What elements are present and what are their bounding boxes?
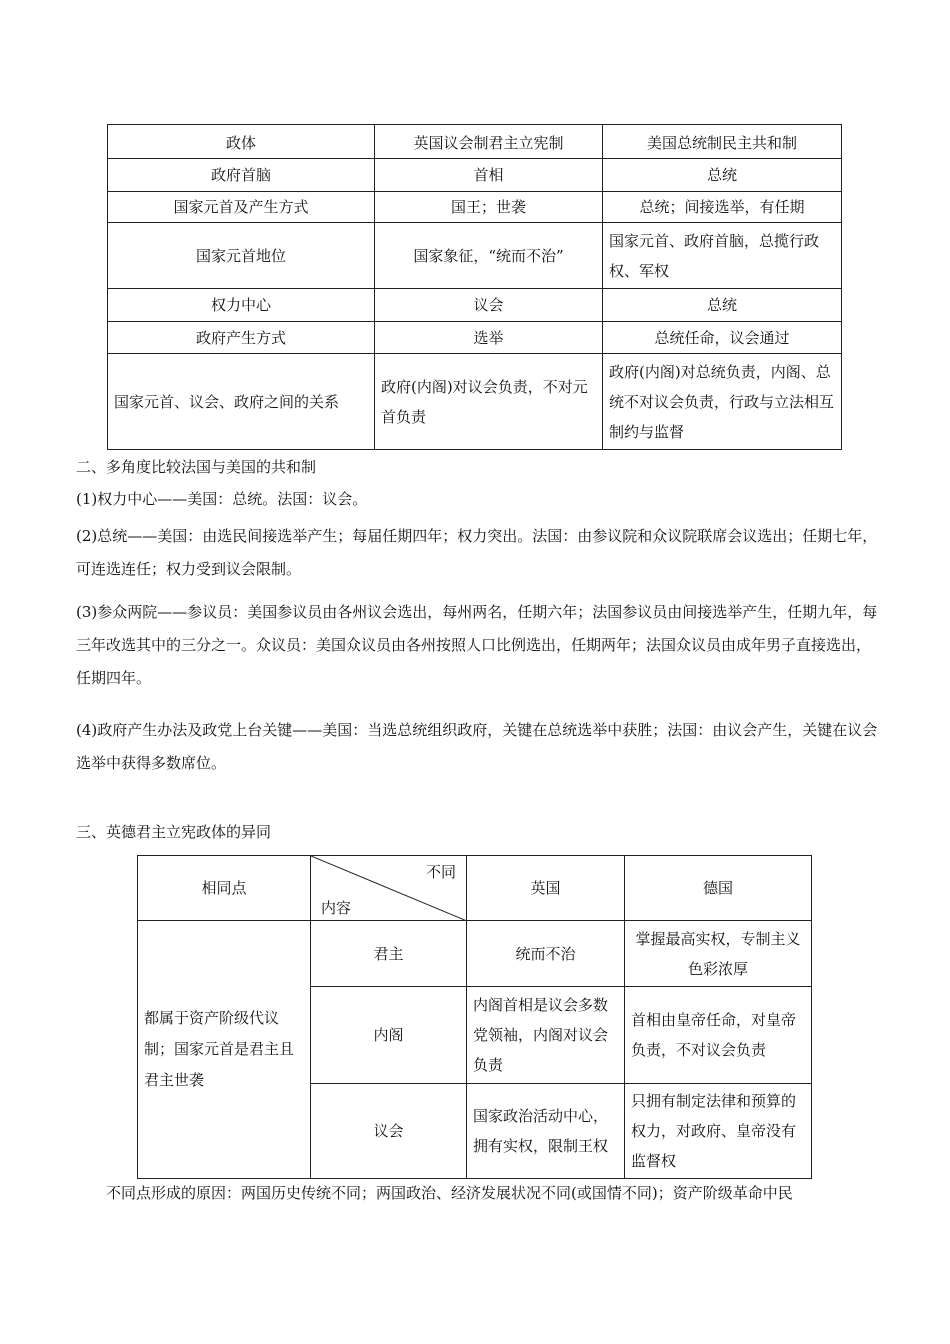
table-cell: 选举 bbox=[375, 322, 603, 354]
table-cell: 政府首脑 bbox=[108, 159, 375, 192]
table-cell: 总统；间接选举，有任期 bbox=[603, 192, 842, 223]
table-cell: 国王；世袭 bbox=[375, 192, 603, 223]
comparison-table-uk-us bbox=[107, 124, 842, 450]
table-cell: 权力中心 bbox=[108, 289, 375, 322]
table-cell: 政府(内阁)对总统负责，内阁、总统不对议会负责，行政与立法相互制约与监督 bbox=[603, 354, 842, 450]
table-header-cell: 美国总统制民主共和制 bbox=[603, 125, 842, 159]
table-cell: 只拥有制定法律和预算的权力，对政府、皇帝没有监督权 bbox=[625, 1084, 812, 1179]
section-heading: 二、多角度比较法国与美国的共和制 bbox=[76, 458, 317, 476]
table-cell: 内阁首相是议会多数党领袖，内阁对议会负责 bbox=[467, 987, 625, 1084]
table-header-cell: 德国 bbox=[625, 856, 812, 921]
table-cell: 总统 bbox=[603, 289, 842, 322]
diagonal-header-cell bbox=[311, 856, 467, 921]
table-header-cell: 英国 bbox=[467, 856, 625, 921]
table-cell: 国家政治活动中心，拥有实权，限制王权 bbox=[467, 1084, 625, 1179]
table-cell: 内阁 bbox=[311, 987, 467, 1084]
table-cell: 总统任命，议会通过 bbox=[603, 322, 842, 354]
table-cell: 政府产生方式 bbox=[108, 322, 375, 354]
table-cell: 掌握最高实权，专制主义色彩浓厚 bbox=[625, 921, 812, 987]
table-cell: 国家元首地位 bbox=[108, 223, 375, 289]
footer-paragraph: 不同点形成的原因：两国历史传统不同；两国政治、经济发展状况不同(或国情不同)；资产阶级革命中民 bbox=[106, 1184, 793, 1202]
paragraph: (1)权力中心——美国：总统。法国：议会。 bbox=[76, 490, 368, 508]
paragraph: (2)总统——美国：由选民间接选举产生；每届任期四年；权力突出。法国：由参议院和众议院联席会议选出；任期七年，可连选连任；权力受到议会限制。 bbox=[76, 527, 878, 578]
table-cell: 首相 bbox=[375, 159, 603, 192]
table-cell: 国家元首、政府首脑，总揽行政权、军权 bbox=[603, 223, 842, 289]
diagonal-top-label: 不同 bbox=[425, 863, 456, 881]
table-cell-same: 都属于资产阶级代议制；国家元首是君主且君主世袭 bbox=[138, 921, 311, 1179]
table-header-row bbox=[138, 856, 812, 921]
table-header-cell: 英国议会制君主立宪制 bbox=[375, 125, 603, 159]
paragraph: (3)参众两院——参议员：美国参议员由各州议会选出，每州两名，任期六年；法国参议员由间接选举产生，任期九年，每三年改选其中的三分之一。众议员：美国众议员由各州按照人口比例选出，任期两年；法国众议员由成年男子直接选出，任期四年。 bbox=[76, 603, 878, 687]
table-header-cell: 政体 bbox=[108, 125, 375, 159]
table-row bbox=[108, 159, 842, 192]
table-cell: 国家元首、议会、政府之间的关系 bbox=[108, 354, 375, 450]
table-header-row bbox=[108, 125, 842, 159]
table-row bbox=[138, 921, 812, 987]
table-row bbox=[108, 322, 842, 354]
table-row bbox=[108, 223, 842, 289]
table-cell: 总统 bbox=[603, 159, 842, 192]
table-header-cell: 相同点 bbox=[138, 856, 311, 921]
table-cell: 议会 bbox=[375, 289, 603, 322]
section-heading: 三、英德君主立宪政体的异同 bbox=[76, 823, 272, 841]
table-row bbox=[108, 289, 842, 322]
table-cell: 政府(内阁)对议会负责，不对元首负责 bbox=[375, 354, 603, 450]
diagonal-bottom-label: 内容 bbox=[321, 899, 352, 917]
comparison-table-uk-de bbox=[137, 855, 812, 1179]
table-cell: 国家元首及产生方式 bbox=[108, 192, 375, 223]
table-row bbox=[108, 192, 842, 223]
table-cell: 统而不治 bbox=[467, 921, 625, 987]
paragraph: (4)政府产生办法及政党上台关键——美国：当选总统组织政府，关键在总统选举中获胜；法国：由议会产生，关键在议会选举中获得多数席位。 bbox=[76, 721, 878, 772]
table-cell: 国家象征，“统而不治” bbox=[375, 223, 603, 289]
table-cell: 首相由皇帝任命，对皇帝负责，不对议会负责 bbox=[625, 987, 812, 1084]
table-cell: 君主 bbox=[311, 921, 467, 987]
table-row bbox=[108, 354, 842, 450]
table-cell: 议会 bbox=[311, 1084, 467, 1179]
